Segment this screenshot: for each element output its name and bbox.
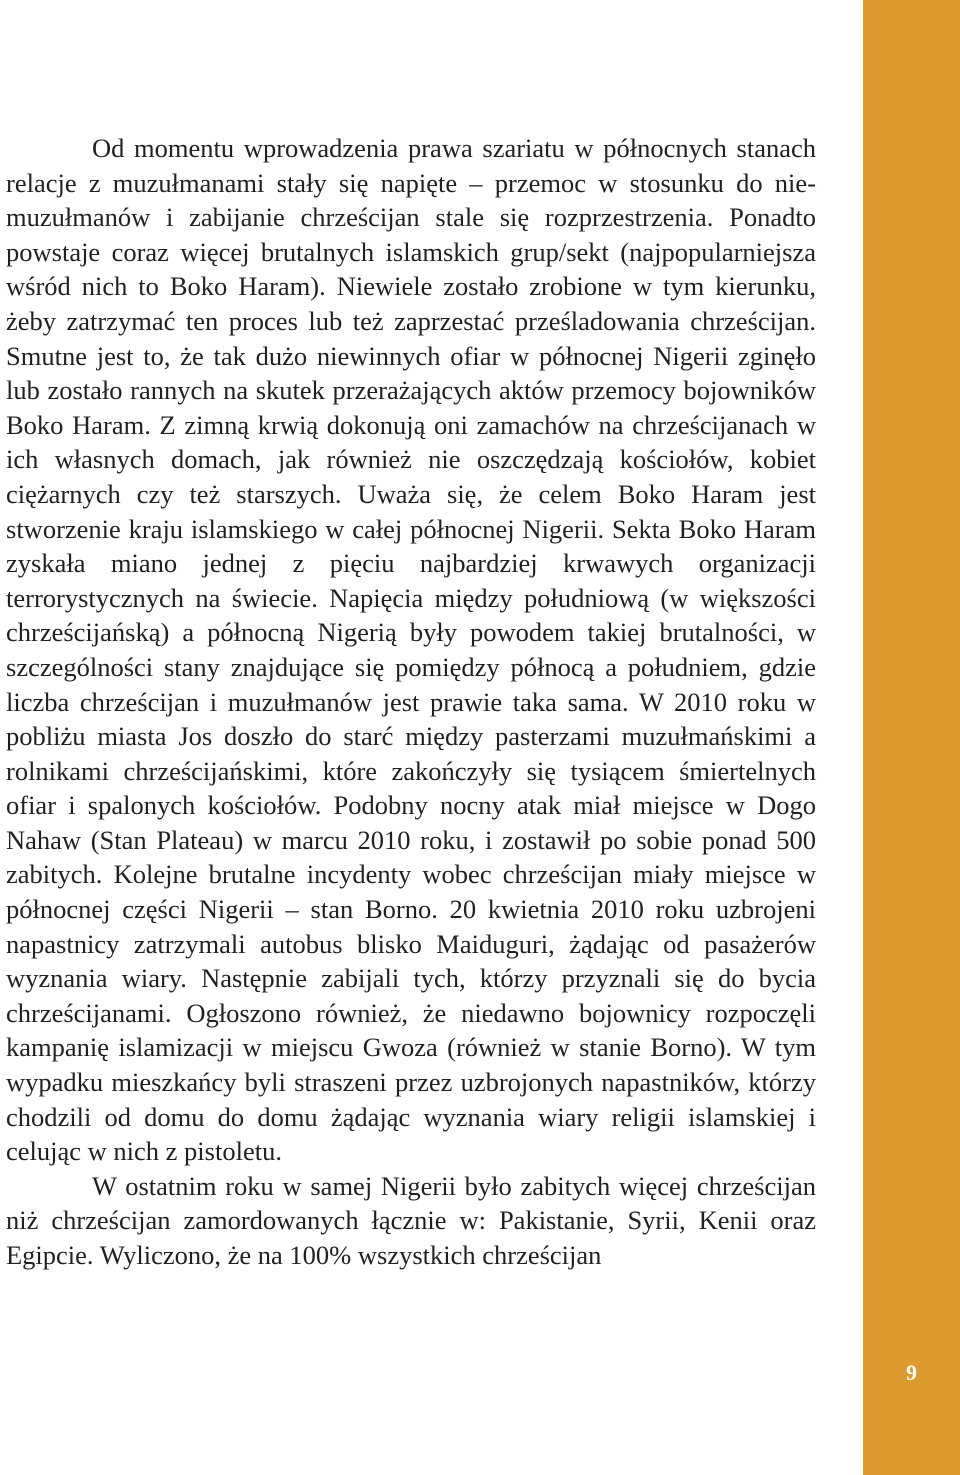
page-number: 9 — [906, 1360, 917, 1385]
paragraph-2: W ostatnim roku w samej Nigerii było zabitych więcej chrześcijan niż chrześcijan zamordowanych łącznie w: Pakistanie, Syrii, Kenii oraz Egipcie. Wyliczono, że na 100% wszystkich chrześcijan — [6, 1170, 816, 1270]
side-color-band — [863, 0, 960, 1475]
body-text — [6, 131, 816, 1273]
paragraph-1: Od momentu wprowadzenia prawa szariatu w północnych stanach relacje z muzułmanami stały się napięte – przemoc w stosunku do nie-muzułmanów i zabijanie chrześcijan stale się rozprzestrzenia. Ponadto powstaje coraz więcej brutalnych islamskich grup/sekt (najpopularniejsza wśród nich to Boko Haram). Niewiele zostało zrobione w tym kierunku, żeby zatrzymać ten proces lub też zaprzestać prześladowania chrześcijan. Smutne jest to, że tak dużo niewinnych ofiar w północnej Nigerii zginęło lub zostało rannych na skutek przerażających aktów przemocy bojowników Boko Haram. Z zimną krwią dokonują oni zamachów na chrześcijanach w ich własnych domach, jak również nie oszczędzają kościołów, kobiet ciężarnych czy też starszych. Uważa się, że celem Boko Haram jest stworzenie kraju islamskiego w całej północnej Nigerii. Sekta Boko Haram zyskała miano jednej z pięciu najbardziej krwawych organizacji terrorystycznych na świecie. Napięcia między południową (w większości chrześcijańską) a północną Nigerią były powodem takiej brutalności, w szczególności stany znajdujące się pomiędzy północą a południem, gdzie liczba chrześcijan i muzułmanów jest prawie taka sama. W 2010 roku w pobliżu miasta Jos doszło do starć między pasterzami muzułmańskimi a rolnikami chrześcijańskimi, które zakończyły się tysiącem śmiertelnych ofiar i spalonych kościołów. Podobny nocny atak miał miejsce w Dogo Nahaw (Stan Plateau) w marcu 2010 roku, i zostawił po sobie ponad 500 zabitych. Kolejne brutalne incydenty wobec chrześcijan miały miejsce w północnej części Nigerii – stan Borno. 20 kwietnia 2010 roku uzbrojeni napastnicy zatrzymali autobus blisko Maiduguri, żądając od pasażerów wyznania wiary. Następnie zabijali tych, którzy przyznali się do bycia chrześcijanami. Ogłoszono również, że niedawno bojownicy rozpoczęli kampanię islamizacji w miejscu Gwoza (również w stanie Borno). W tym wypadku mieszkańcy byli straszeni przez uzbrojonych napastników, którzy chodzili od domu do domu żądając wyznania wiary religii islamskiej i celując w nich z pistoletu. — [6, 133, 816, 1167]
